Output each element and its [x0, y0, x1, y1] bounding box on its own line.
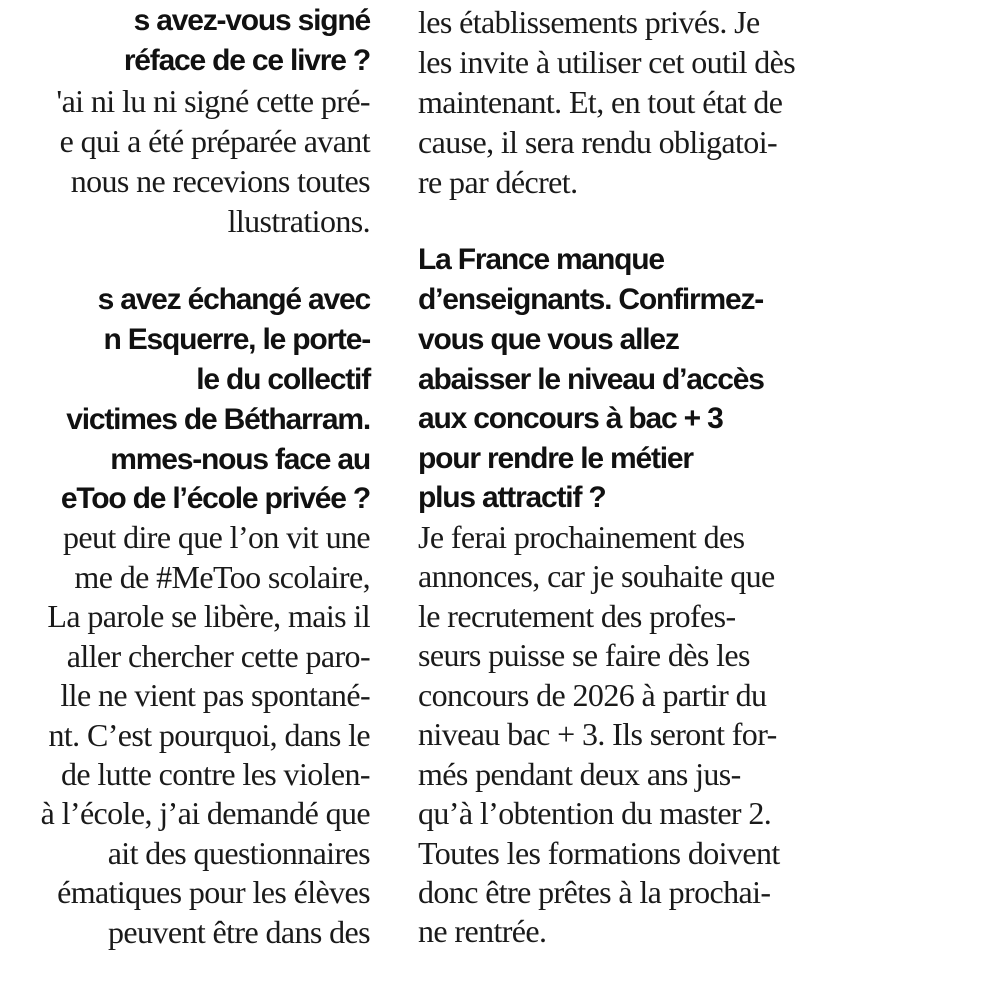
question-line: vous que vous allez: [418, 323, 679, 356]
question-line: s avez échangé avec: [97, 283, 370, 316]
answer-line: Je ferai prochainement des: [418, 519, 745, 555]
question-line: La France manque: [418, 243, 664, 276]
answer-line: annonces, car je souhaite que: [418, 558, 775, 594]
answer-line: ne rentrée.: [418, 913, 547, 949]
answer-line: més pendant deux ans jus-: [418, 756, 741, 792]
answer-line: peuvent être dans des: [108, 914, 370, 950]
answer-line: le recrutement des profes-: [418, 598, 736, 634]
answer-line: 'ai ni lu ni signé cette pré-: [56, 83, 370, 119]
answer-line: e qui a été préparée avant: [59, 123, 370, 159]
question-line: eToo de l’école privée ?: [60, 482, 370, 515]
answer-line: seurs puisse se faire dès les: [418, 637, 750, 673]
answer-line: aller chercher cette paro-: [66, 638, 370, 674]
answer-line: llustrations.: [227, 203, 370, 239]
answer-line: Toutes les formations doivent: [418, 835, 780, 871]
answer-line: re par décret.: [418, 164, 578, 200]
answer-line: concours de 2026 à partir du: [418, 677, 767, 713]
answer-line: me de #MeToo scolaire,: [74, 559, 370, 595]
question-line: plus attractif ?: [418, 481, 606, 514]
question-line: victimes de Bétharram.: [66, 403, 370, 436]
answer-line: peut dire que l’on vit une: [63, 519, 370, 555]
answer-line: lle ne vient pas spontané-: [60, 677, 370, 713]
question-line: aux concours à bac + 3: [418, 402, 723, 435]
question-line: le du collectif: [196, 363, 370, 396]
answer-line: ait des questionnaires: [107, 835, 370, 871]
answer-line: cause, il sera rendu obligatoi-: [418, 124, 778, 160]
question-line: s avez-vous signé: [133, 4, 370, 37]
question-line: d’enseignants. Confirmez-: [418, 283, 764, 316]
question-line: n Esquerre, le porte-: [103, 323, 370, 356]
answer-line: nt. C’est pourquoi, dans le: [48, 717, 370, 753]
question-line: mmes-nous face au: [110, 443, 370, 476]
answer-line: à l’école, j’ai demandé que: [40, 795, 370, 831]
answer-line: donc être prêtes à la prochai-: [418, 874, 771, 910]
answer-line: qu’à l’obtention du master 2.: [418, 795, 772, 831]
answer-line: niveau bac + 3. Ils seront for-: [418, 716, 777, 752]
answer-line: ématiques pour les élèves: [57, 874, 370, 910]
answer-line: les invite à utiliser cet outil dès: [418, 44, 796, 80]
answer-line: La parole se libère, mais il: [47, 598, 370, 634]
answer-line: nous ne recevions toutes: [70, 163, 370, 199]
question-line: abaisser le niveau d’accès: [418, 363, 764, 396]
answer-line: de lutte contre les violen-: [60, 756, 370, 792]
answer-line: maintenant. Et, en tout état de: [418, 84, 783, 120]
question-line: réface de ce livre ?: [123, 44, 370, 77]
question-line: pour rendre le métier: [418, 442, 693, 475]
answer-line: les établissements privés. Je: [418, 4, 760, 40]
